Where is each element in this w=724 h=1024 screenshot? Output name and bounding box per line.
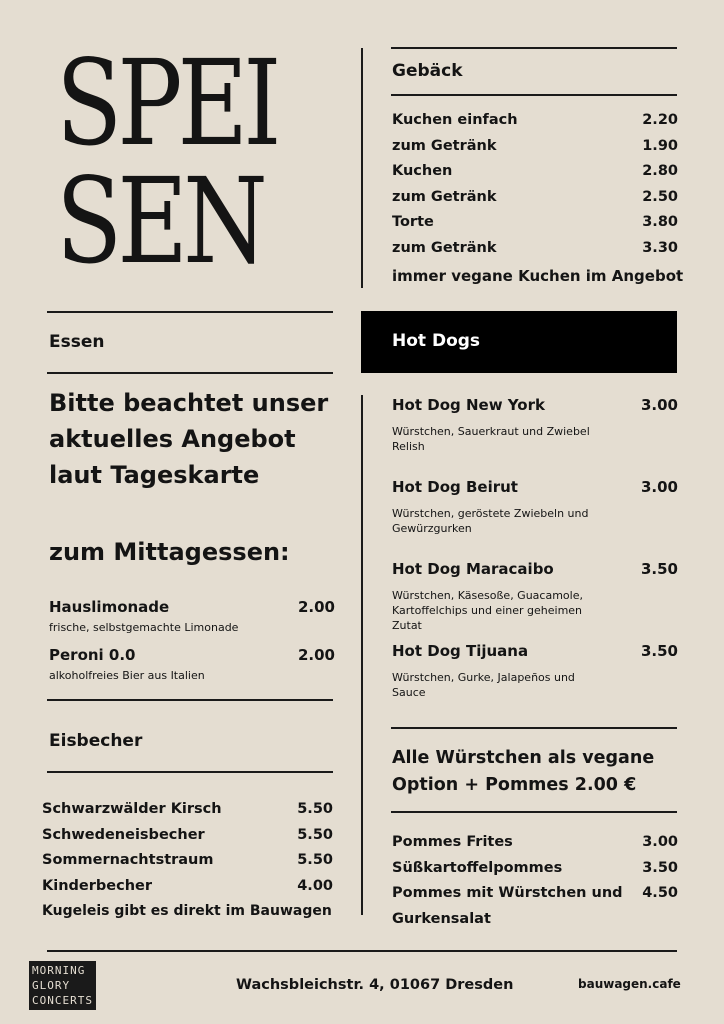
section-heading-hotdogs: Hot Dogs [392, 331, 481, 351]
menu-item-row [392, 189, 678, 205]
page-title [56, 34, 277, 290]
menu-item-price: 3.50 [642, 859, 678, 876]
menu-item-price: 4.00 [297, 877, 333, 894]
menu-item-row [49, 598, 335, 616]
section-heading-essen: Essen [49, 332, 105, 352]
menu-item-row [42, 852, 333, 868]
menu-item-description: Sauce [392, 686, 426, 699]
footer-address: Wachsbleichstr. 4, 01067 Dresden [236, 977, 514, 993]
gebaeck-note: immer vegane Kuchen im Angebot [392, 267, 684, 285]
vegan-note-line: Alle Würstchen als vegane [392, 748, 655, 768]
menu-item-row [392, 214, 678, 230]
menu-item-price: 2.80 [642, 163, 678, 179]
divider-vertical-bottom [361, 395, 363, 915]
menu-item-row [392, 478, 678, 496]
menu-item-name: Hauslimonade [49, 598, 170, 616]
menu-item-row [392, 560, 678, 578]
menu-item-description: Würstchen, Käsesoße, Guacamole, [392, 589, 583, 602]
notice-line: Bitte beachtet unser [49, 389, 329, 417]
menu-item-name: Pommes Frites [392, 834, 513, 850]
menu-item-name: Kinderbecher [42, 877, 153, 894]
notice-line: aktuelles Angebot [49, 425, 296, 453]
menu-item-price: 3.80 [642, 214, 678, 230]
title-line-1: SPEI [56, 34, 277, 172]
eisbecher-note: Kugeleis gibt es direkt im Bauwagen [42, 903, 332, 919]
notice-line: laut Tageskarte [49, 461, 260, 489]
menu-item-description: Würstchen, geröstete Zwiebeln und [392, 507, 589, 520]
menu-item-name: zum Getränk [392, 239, 497, 256]
menu-item-name: Kuchen [392, 163, 453, 179]
menu-item-description: alkoholfreies Bier aus Italien [49, 669, 205, 682]
menu-item-price: 3.00 [640, 396, 678, 414]
footer-website: bauwagen.cafe [578, 977, 681, 991]
menu-item-price: 2.00 [297, 598, 335, 616]
hotdogs-header-bar [361, 311, 677, 373]
pommes-continuation: Gurkensalat [392, 911, 491, 927]
menu-item-price: 5.50 [297, 852, 333, 868]
menu-item-price: 2.50 [642, 188, 678, 205]
lunch-heading: zum Mittagessen: [49, 538, 290, 566]
essen-notice [49, 385, 328, 493]
menu-item-name: Sommernachtstraum [42, 852, 214, 868]
menu-item-description: Würstchen, Gurke, Jalapeños und [392, 671, 575, 684]
menu-item-row [42, 801, 333, 817]
menu-item-name: Hot Dog Tijuana [392, 642, 529, 660]
menu-item-row [392, 834, 678, 850]
menu-item-description: frische, selbstgemachte Limonade [49, 621, 239, 634]
divider [47, 311, 333, 313]
menu-item-price: 2.20 [642, 112, 678, 128]
menu-item-row [392, 396, 678, 414]
title-line-2: SEN [56, 152, 263, 290]
vegan-note [392, 745, 654, 799]
morning-glory-concerts-logo: MORNING GLORY CONCERTS [29, 961, 96, 1010]
menu-item-row [392, 138, 678, 154]
menu-item-price: 3.30 [642, 239, 678, 256]
menu-item-row [392, 112, 678, 128]
divider [47, 372, 333, 374]
menu-item-price: 3.50 [640, 642, 678, 660]
vegan-note-line: Option + Pommes 2.00 € [392, 775, 637, 795]
menu-item-price: 3.50 [640, 560, 678, 578]
menu-item-description: Kartoffelchips und einer geheimen [392, 604, 583, 617]
divider [391, 727, 677, 729]
menu-item-name: Hot Dog Maracaibo [392, 560, 554, 578]
divider [391, 811, 677, 813]
menu-item-name: Süßkartoffelpommes [392, 859, 563, 876]
menu-item-description: Zutat [392, 619, 422, 632]
divider [47, 699, 333, 701]
menu-item-description: Relish [392, 440, 425, 453]
menu-item-price: 4.50 [642, 885, 678, 901]
menu-item-name: Kuchen einfach [392, 112, 518, 128]
divider [47, 771, 333, 773]
section-heading-eisbecher: Eisbecher [49, 731, 143, 751]
menu-item-price: 2.00 [297, 646, 335, 664]
menu-item-name: Peroni 0.0 [49, 646, 136, 664]
menu-item-price: 3.00 [640, 478, 678, 496]
menu-item-row [49, 646, 335, 664]
menu-item-name: Schwedeneisbecher [42, 826, 205, 843]
menu-item-name: Hot Dog Beirut [392, 478, 518, 496]
menu-item-description: Würstchen, Sauerkraut und Zwiebel [392, 425, 590, 438]
menu-item-row [392, 240, 678, 256]
menu-item-name: Pommes mit Würstchen und [392, 885, 623, 901]
menu-item-row [392, 885, 678, 901]
footer-divider [47, 950, 677, 952]
menu-item-row [42, 878, 333, 894]
divider [391, 47, 677, 49]
menu-item-name: Torte [392, 214, 434, 230]
divider [391, 94, 677, 96]
menu-item-row [42, 827, 333, 843]
menu-item-price: 5.50 [297, 826, 333, 843]
menu-item-name: zum Getränk [392, 137, 497, 154]
menu-item-price: 3.00 [642, 834, 678, 850]
menu-item-name: Hot Dog New York [392, 396, 545, 414]
divider-vertical-top [361, 48, 363, 288]
menu-item-name: zum Getränk [392, 188, 497, 205]
menu-item-name: Schwarzwälder Kirsch [42, 801, 222, 817]
menu-item-price: 5.50 [297, 801, 333, 817]
menu-item-row [392, 642, 678, 660]
menu-item-price: 1.90 [642, 137, 678, 154]
section-heading-gebaeck: Gebäck [392, 61, 463, 81]
menu-item-description: Gewürzgurken [392, 522, 472, 535]
menu-item-row [392, 163, 678, 179]
menu-item-row [392, 860, 678, 876]
